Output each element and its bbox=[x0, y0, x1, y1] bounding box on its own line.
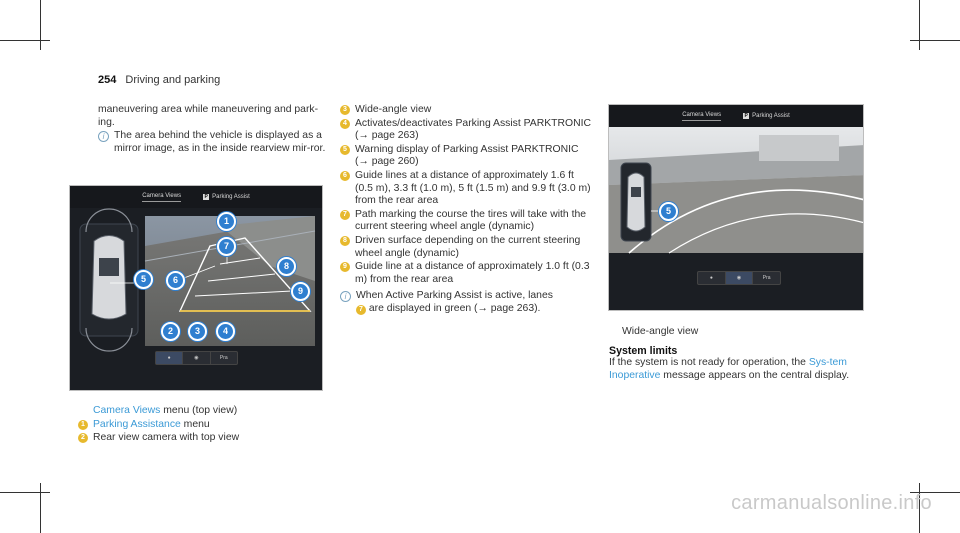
camera-menu-bar bbox=[609, 105, 863, 127]
callout-8: 8 bbox=[277, 257, 296, 276]
parking-assistance-link[interactable]: Parking Assistance bbox=[93, 418, 181, 430]
legend-number: 6 bbox=[340, 171, 350, 181]
wide-angle-icon: ◉ bbox=[194, 355, 199, 361]
info-note-text: The area behind the vehicle is displayed as a mirror image, as in the inside rearview mir-ror. bbox=[114, 130, 326, 154]
legend-number: 8 bbox=[340, 236, 350, 246]
crop-mark bbox=[40, 483, 41, 533]
legend-left bbox=[78, 405, 328, 446]
legend-number bbox=[78, 406, 88, 416]
legend-item bbox=[340, 144, 592, 169]
legend-item bbox=[340, 235, 592, 260]
legend-text: Driven surface depending on the current steering wheel angle (dynamic) bbox=[355, 234, 581, 259]
callout-5: 5 bbox=[659, 202, 678, 221]
parktronic-label: Pra bbox=[219, 355, 228, 361]
parktronic-button[interactable] bbox=[753, 272, 780, 284]
column-left bbox=[98, 104, 326, 155]
legend-text: Path marking the course the tires will take with the current steering wheel angle (dynamic) bbox=[355, 208, 587, 233]
tab-camera-views[interactable]: Camera Views bbox=[682, 112, 721, 121]
legend-number: 1 bbox=[78, 420, 88, 430]
info-note-text: are displayed in green (→ page 263). bbox=[368, 302, 541, 314]
legend-number: 7 bbox=[340, 210, 350, 220]
wide-angle-button[interactable] bbox=[726, 272, 754, 284]
legend-item bbox=[340, 170, 592, 208]
legend-item bbox=[340, 118, 592, 143]
crop-mark bbox=[40, 0, 41, 50]
legend-number: 5 bbox=[340, 145, 350, 155]
section-title: Driving and parking bbox=[125, 74, 221, 86]
section-heading: System limits bbox=[609, 344, 678, 357]
wide-angle-icon: ◉ bbox=[736, 275, 742, 281]
parktronic-button[interactable] bbox=[211, 352, 237, 364]
intro-text: maneuvering area while maneuvering and park-ing. bbox=[98, 104, 319, 128]
camera-screen-top-view bbox=[69, 185, 323, 391]
crop-mark bbox=[0, 40, 50, 41]
system-inoperative-link[interactable]: Sys-tem Inoperative bbox=[609, 357, 847, 381]
legend-text: Guide lines at a distance of approximately 1.6 ft (0.5 m), 3.3 ft (1.0 m), 5 ft (1.5 m) and 9.9 ft (3.0 m) from the rear area bbox=[355, 169, 591, 207]
legend-item bbox=[340, 209, 592, 234]
callout-9: 9 bbox=[291, 282, 310, 301]
tab-parking-assist-label: Parking Assist bbox=[212, 194, 250, 200]
info-note-text: When Active Parking Assist is active, lanes bbox=[356, 290, 553, 302]
callout-2: 2 bbox=[161, 322, 180, 341]
legend-item bbox=[78, 432, 328, 445]
camera-screen-wide-angle bbox=[608, 104, 864, 311]
tab-camera-views[interactable]: Camera Views bbox=[142, 193, 181, 202]
camera-bottom-bar bbox=[155, 351, 238, 365]
legend-item bbox=[78, 419, 328, 432]
body-text-start: If the system is not ready for operation, the bbox=[609, 357, 809, 369]
legend-text: Warning display of Parking Assist PARKTRONIC (→ page 260) bbox=[355, 143, 579, 168]
legend-number: 4 bbox=[340, 119, 350, 129]
callout-7: 7 bbox=[217, 237, 236, 256]
column-middle bbox=[340, 104, 592, 316]
info-note bbox=[340, 290, 592, 315]
person-icon: ● bbox=[709, 275, 713, 281]
camera-bottom-bar bbox=[697, 271, 781, 285]
legend-text: menu bbox=[180, 418, 210, 430]
callout-4: 4 bbox=[216, 322, 235, 341]
legend-text: Wide-angle view bbox=[355, 104, 432, 115]
camera-menu-bar bbox=[70, 186, 322, 208]
wide-angle-button[interactable] bbox=[183, 352, 210, 364]
crop-mark bbox=[0, 492, 50, 493]
body-text bbox=[609, 357, 871, 382]
rear-view-button[interactable] bbox=[156, 352, 183, 364]
callout-6: 6 bbox=[166, 271, 185, 290]
crop-mark bbox=[910, 40, 960, 41]
legend-item bbox=[340, 261, 592, 286]
image-caption: Wide-angle view bbox=[622, 326, 699, 337]
info-icon: i bbox=[98, 131, 109, 142]
crop-mark bbox=[919, 0, 920, 50]
legend-text: Guide line at a distance of approximately 1.0 ft (0.3 m) from the rear area bbox=[355, 261, 590, 285]
tab-parking-assist[interactable] bbox=[203, 194, 250, 200]
person-icon: ● bbox=[167, 355, 171, 361]
legend-text: Activates/deactivates Parking Assist PARKTRONIC (→ page 263) bbox=[355, 117, 591, 142]
parktronic-label: Pra bbox=[762, 275, 771, 281]
parking-icon: P bbox=[744, 113, 748, 119]
callout-1: 1 bbox=[217, 212, 236, 231]
legend-item bbox=[78, 405, 328, 418]
legend-text: Rear view camera with top view bbox=[93, 432, 240, 444]
tab-parking-assist[interactable] bbox=[743, 113, 790, 119]
page-header bbox=[98, 74, 220, 86]
legend-number: 2 bbox=[78, 433, 88, 443]
rear-view-button[interactable] bbox=[698, 272, 726, 284]
tab-parking-assist-label: Parking Assist bbox=[752, 113, 790, 119]
callout-3: 3 bbox=[188, 322, 207, 341]
camera-views-link[interactable]: Camera Views bbox=[93, 405, 161, 416]
page-number: 254 bbox=[98, 74, 117, 86]
column-right bbox=[609, 326, 871, 382]
watermark: carmanualsonline.info bbox=[731, 492, 932, 514]
parking-icon: P bbox=[204, 194, 208, 200]
info-icon: i bbox=[340, 291, 351, 302]
legend-text: menu (top view) bbox=[160, 405, 238, 416]
callout-5: 5 bbox=[134, 270, 153, 289]
legend-number: 7 bbox=[356, 305, 366, 315]
legend-number: 9 bbox=[340, 262, 350, 272]
body-text-end: message appears on the central display. bbox=[660, 369, 850, 381]
legend-item bbox=[340, 104, 592, 117]
info-note bbox=[98, 130, 326, 155]
legend-number: 3 bbox=[340, 105, 350, 115]
